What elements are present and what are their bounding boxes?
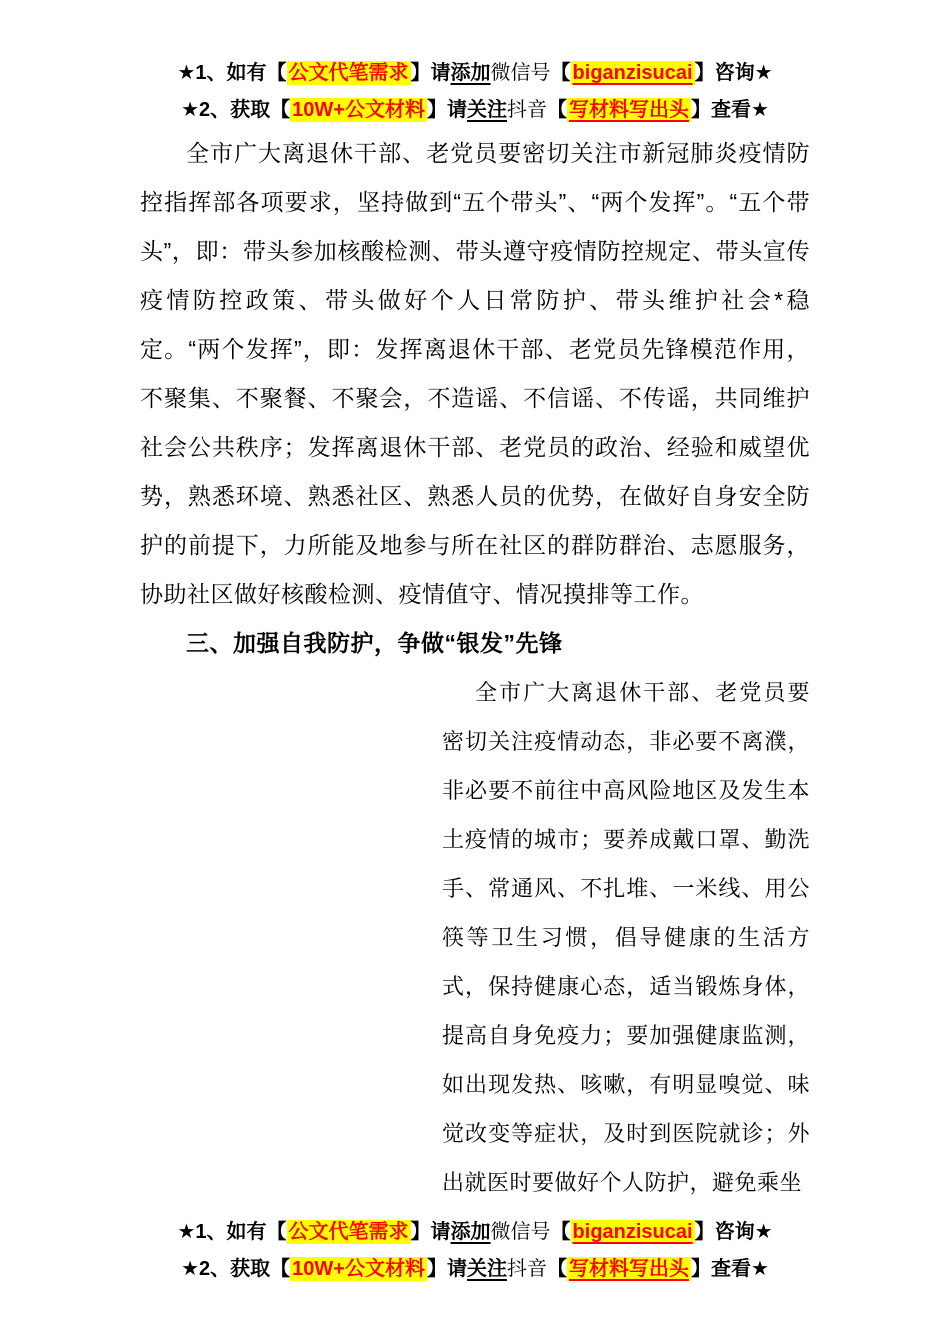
promo-segment: 公文代笔需求	[288, 1221, 409, 1243]
promo-header-line-1	[0, 55, 950, 92]
promo-segment: ★1、如有【	[177, 62, 287, 84]
image-placeholder	[140, 668, 442, 1208]
promo-segment: 写材料写出头	[568, 99, 689, 121]
promo-segment: 抖音	[506, 1258, 547, 1280]
paragraph-self-protection: 全市广大离退休干部、老党员要密切关注疫情动态，非必要不离濮，非必要不前往中高风险地区及发生本土疫情的城市；要养成戴口罩、勤洗手、常通风、不扎堆、一米线、用公筷等卫生习惯，倡导健康的生活方式，保持健康心态，适当锻炼身体，提高自身免疫力；要加强健康监测，如出现发热、咳嗽，有明显嗅觉、味觉改变等症状，及时到医院就诊；外出就医时要做好个人防护，避免乘坐	[442, 680, 810, 1195]
promo-segment: 关注	[466, 1258, 507, 1280]
document-body	[140, 129, 810, 1208]
promo-header	[0, 0, 950, 129]
promo-segment: 10W+公文材料	[292, 1258, 425, 1280]
promo-segment: ★2、获取【	[181, 99, 291, 121]
promo-segment: 】请	[410, 1221, 451, 1243]
promo-segment: 关注	[466, 99, 507, 121]
promo-segment: 写材料写出头	[568, 1258, 689, 1280]
paragraph-epidemic-requirements: 全市广大离退休干部、老党员要密切关注市新冠肺炎疫情防控指挥部各项要求，坚持做到“五个带头”、“两个发挥”。“五个带头”，即：带头参加核酸检测、带头遵守疫情防控规定、带头宣传疫情防控政策、带头做好个人日常防护、带头维护社会*稳定。“两个发挥”，即：发挥离退休干部、老党员先锋模范作用，不聚集、不聚餐、不聚会，不造谣、不信谣、不传谣，共同维护社会公共秩序；发挥离退休干部、老党员的政治、经验和威望优势，熟悉环境、熟悉社区、熟悉人员的优势，在做好自身安全防护的前提下，力所能及地参与所在社区的群防群治、志愿服务，协助社区做好核酸检测、疫情值守、情况摸排等工作。	[140, 140, 810, 607]
promo-segment: 】请	[410, 62, 451, 84]
promo-footer	[0, 1214, 950, 1288]
promo-segment: 】请	[426, 99, 467, 121]
promo-footer-line-2	[0, 1251, 950, 1288]
promo-segment: ★2、获取【	[181, 1258, 291, 1280]
promo-segment: 】查看★	[690, 1258, 769, 1280]
promo-segment: 】查看★	[690, 99, 769, 121]
promo-segment: 微信号	[490, 62, 551, 84]
promo-segment: 【	[546, 99, 567, 121]
promo-segment: 公文代笔需求	[288, 62, 409, 84]
promo-segment: 】咨询★	[694, 62, 773, 84]
section-heading-self-protection: 三、加强自我防护，争做“银发”先锋	[186, 630, 563, 656]
promo-segment: 】请	[426, 1258, 467, 1280]
promo-segment: biganzisucai	[572, 62, 693, 84]
promo-segment: 抖音	[506, 99, 547, 121]
promo-segment: 【	[546, 1258, 567, 1280]
promo-segment: 添加	[450, 62, 491, 84]
promo-segment: biganzisucai	[572, 1221, 693, 1243]
promo-segment: 】咨询★	[694, 1221, 773, 1243]
promo-header-line-2	[0, 92, 950, 129]
promo-footer-line-1	[0, 1214, 950, 1251]
promo-segment: ★1、如有【	[177, 1221, 287, 1243]
promo-segment: 【	[550, 1221, 571, 1243]
wrap-section	[140, 668, 810, 1208]
promo-segment: 【	[550, 62, 571, 84]
promo-segment: 添加	[450, 1221, 491, 1243]
promo-segment: 10W+公文材料	[292, 99, 425, 121]
promo-segment: 微信号	[490, 1221, 551, 1243]
